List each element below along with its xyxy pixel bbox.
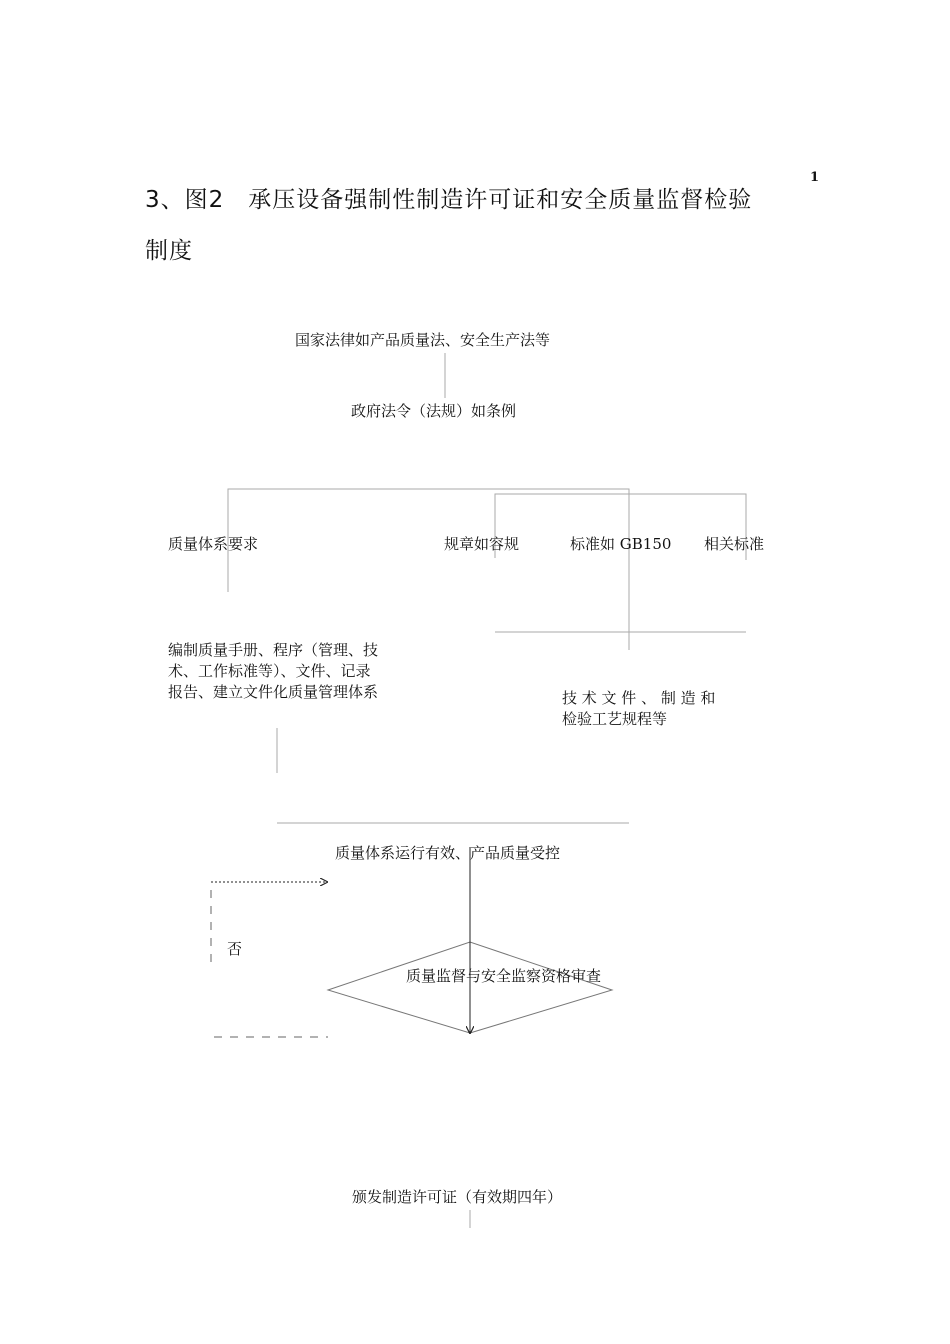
node-regulation: 规章如容规: [444, 535, 520, 553]
node-review-decision: 质量监督与安全监察资格审查: [406, 967, 602, 985]
node-national-law: 国家法律如产品质量法、安全生产法等: [295, 331, 551, 349]
node-related-standards: 相关标准: [704, 535, 765, 553]
page-number: 1: [810, 170, 820, 185]
node-quality-documents: 编制质量手册、程序（管理、技 术、工作标准等）、文件、记录 报告、建立文件化质量管理体系: [168, 641, 379, 701]
node-technical-documents: 技 术 文 件 、 制 造 和 检验工艺规程等: [562, 689, 716, 728]
node-quality-system-requirement: 质量体系要求: [168, 535, 259, 553]
node-standard: 标准如 GB150: [570, 535, 672, 553]
page-heading-line1: 3、图2 承压设备强制性制造许可证和安全质量监督检验: [145, 187, 753, 213]
node-system-effective: 质量体系运行有效、产品质量受控: [335, 844, 561, 862]
page-heading-line2: 制度: [145, 238, 193, 264]
node-no-label: 否: [227, 940, 243, 958]
connector-top-bracket: [228, 489, 629, 650]
node-government-decree: 政府法令（法规）如条例: [351, 402, 517, 420]
node-issue-license: 颁发制造许可证（有效期四年）: [352, 1188, 563, 1206]
